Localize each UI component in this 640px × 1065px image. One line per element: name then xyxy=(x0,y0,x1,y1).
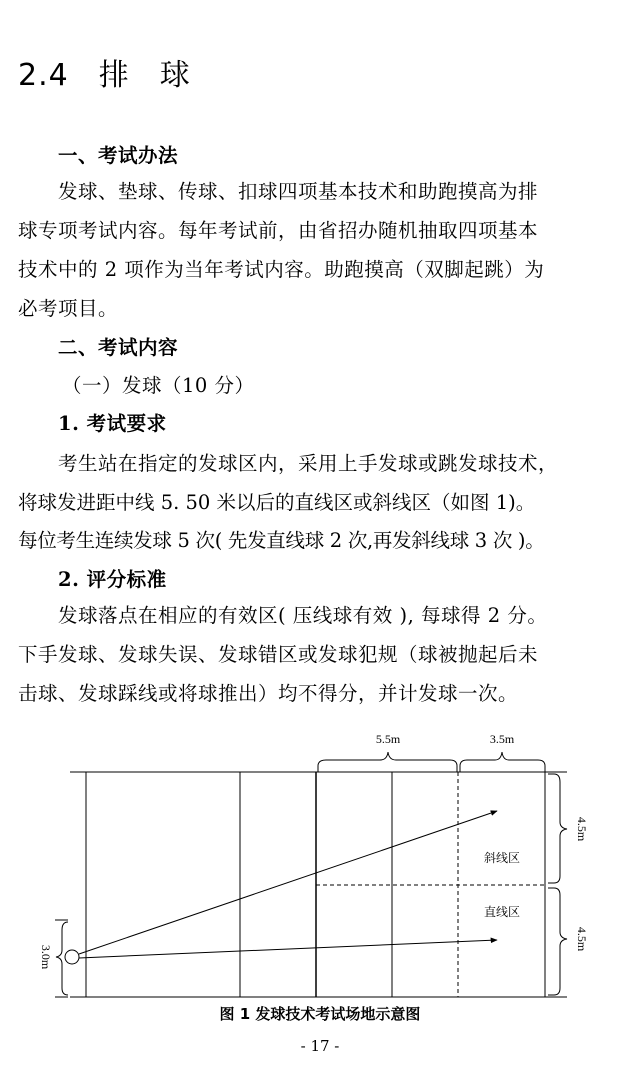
brace-right-upper xyxy=(548,774,567,883)
para2-line: 将球发进距中线 5. 50 米以后的直线区或斜线区（如图 1)。 xyxy=(18,491,536,514)
para2-line: 考生站在指定的发球区内，采用上手发球或跳发球技术， xyxy=(58,452,559,475)
para2-line: 每位考生连续发球 5 次( 先发直线球 2 次,再发斜线球 3 次 )。 xyxy=(18,529,545,552)
brace-top-3.5m xyxy=(460,752,545,772)
figure-caption: 图 1 发球技术考试场地示意图 xyxy=(219,1005,421,1023)
straight-serve-arrow xyxy=(79,940,497,958)
subheading-serve: （一）发球（10 分） xyxy=(62,374,255,397)
para1-line: 球专项考试内容。每年考试前，由省招办随机抽取四项基本 xyxy=(18,219,539,242)
zone-diagonal-label: 斜线区 xyxy=(483,851,521,865)
para1-line: 技术中的 2 项作为当年考试内容。助跑摸高（双脚起跳）为 xyxy=(18,258,545,281)
brace-right-lower xyxy=(548,888,567,995)
dim-right-upper: 4.5m xyxy=(575,816,589,842)
dim-left: 3.0m xyxy=(39,944,53,970)
heading-requirements: 1. 考试要求 xyxy=(58,412,167,435)
section-title-b: 球 xyxy=(159,58,191,93)
page-number: - 17 - xyxy=(300,1037,340,1055)
diagonal-serve-arrow xyxy=(79,811,497,954)
heading-exam-method: 一、考试办法 xyxy=(58,144,179,167)
section-title-a: 排 xyxy=(98,58,130,93)
para3-line: 击球、发球踩线或将球推出）均不得分，并计发球一次。 xyxy=(18,682,519,705)
dim-top-5.5m: 5.5m xyxy=(375,732,401,746)
heading-exam-content: 二、考试内容 xyxy=(58,336,179,359)
dim-right-lower: 4.5m xyxy=(575,926,589,952)
para3-line: 下手发球、发球失误、发球错区或发球犯规（球被抛起后未 xyxy=(18,643,539,666)
dim-top-3.5m: 3.5m xyxy=(489,732,515,746)
section-number: 2.4 xyxy=(18,58,69,93)
zone-straight-label: 直线区 xyxy=(483,905,521,919)
brace-top-5.5m xyxy=(318,752,457,772)
heading-scoring: 2. 评分标准 xyxy=(58,568,167,591)
para3-line: 发球落点在相应的有效区( 压线球有效 ), 每球得 2 分。 xyxy=(58,604,548,627)
para1-line: 发球、垫球、传球、扣球四项基本技术和助跑摸高为排 xyxy=(58,180,539,203)
brace-left xyxy=(56,922,68,995)
para1-line: 必考项目。 xyxy=(18,297,119,320)
serve-position-circle xyxy=(65,950,79,964)
